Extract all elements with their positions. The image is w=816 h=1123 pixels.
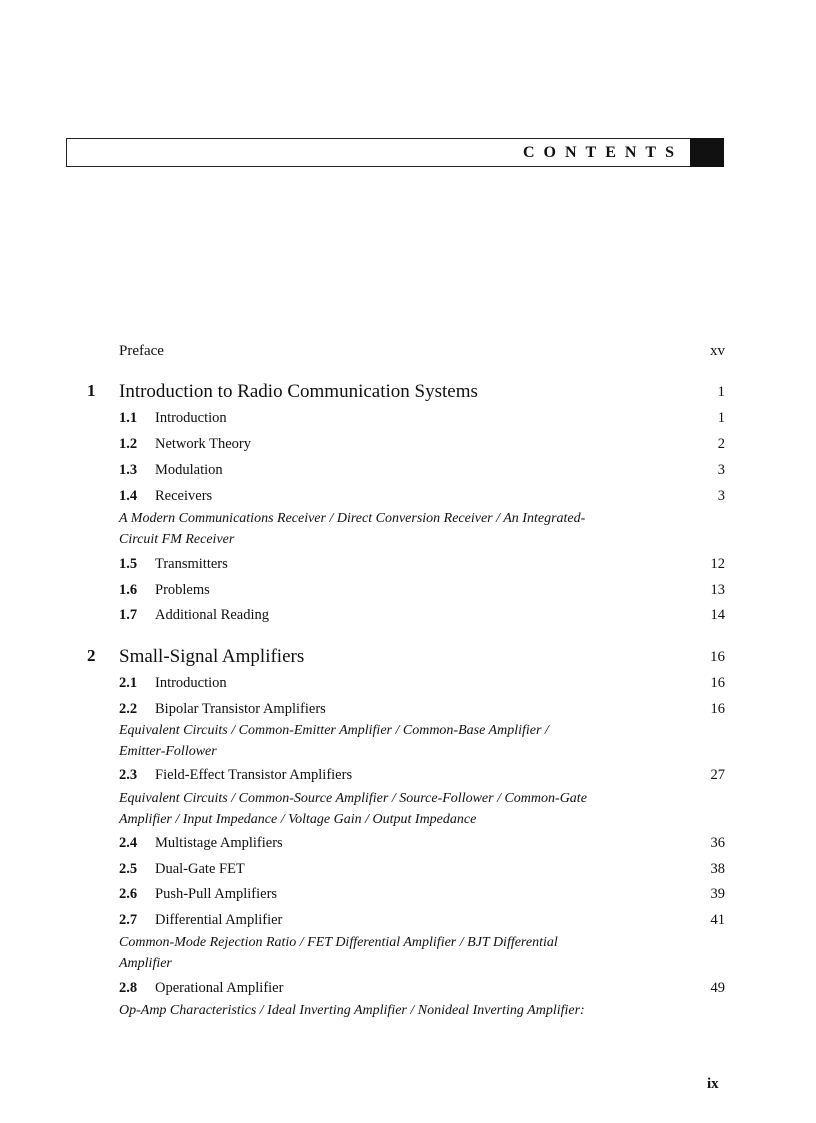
toc-chapter-2[interactable] — [87, 646, 725, 670]
toc-section[interactable] — [119, 675, 725, 699]
contents-title: CONTENTS — [522, 144, 683, 161]
toc-section[interactable] — [119, 861, 725, 885]
subtopic-line: A Modern Communications Receiver / Direct Conversion Receiver / An Integrated- — [119, 511, 586, 526]
section-title: Network Theory — [155, 436, 251, 452]
section-number: 1.2 — [119, 436, 138, 452]
section-page: 41 — [710, 912, 725, 928]
section-title: Introduction — [155, 410, 227, 426]
section-number: 1.5 — [119, 556, 138, 572]
entry-title: Preface — [119, 343, 164, 359]
section-number: 2.7 — [119, 912, 138, 928]
toc-section[interactable] — [119, 607, 725, 631]
page-number: ix — [707, 1076, 719, 1092]
section-number: 2.1 — [119, 675, 138, 691]
header-decorative-block — [690, 138, 724, 167]
section-title: Additional Reading — [155, 607, 269, 623]
subtopic-line: Op-Amp Characteristics / Ideal Inverting Amplifier / Nonideal Inverting Amplifier: — [119, 1003, 585, 1018]
section-title: Differential Amplifier — [155, 912, 283, 928]
section-title: Transmitters — [155, 556, 228, 572]
section-page: 49 — [710, 980, 725, 996]
section-page: 12 — [710, 556, 725, 572]
chapter-number: 1 — [87, 381, 96, 400]
section-number: 1.1 — [119, 410, 138, 426]
section-number: 1.6 — [119, 582, 138, 598]
section-title: Receivers — [155, 488, 213, 504]
section-page: 16 — [710, 675, 725, 691]
subtopic-line: Common-Mode Rejection Ratio / FET Differential Amplifier / BJT Differential — [119, 935, 558, 950]
section-page: 27 — [710, 767, 725, 783]
section-title: Multistage Amplifiers — [155, 835, 283, 851]
subtopic-list — [119, 932, 719, 974]
section-number: 2.3 — [119, 767, 138, 783]
section-title: Push-Pull Amplifiers — [155, 886, 278, 902]
toc-section[interactable] — [119, 886, 725, 910]
toc-section[interactable] — [119, 582, 725, 606]
subtopic-list — [119, 788, 719, 830]
section-number: 1.3 — [119, 462, 138, 478]
section-page: 13 — [710, 582, 725, 598]
section-title: Introduction — [155, 675, 227, 691]
toc-section[interactable] — [119, 462, 725, 486]
subtopic-line: Emitter-Follower — [119, 744, 217, 759]
section-title: Dual-Gate FET — [155, 861, 245, 877]
section-number: 2.8 — [119, 980, 138, 996]
section-number: 2.6 — [119, 886, 138, 902]
toc-section[interactable] — [119, 835, 725, 859]
toc-section[interactable] — [119, 556, 725, 580]
chapter-page: 16 — [710, 649, 725, 665]
entry-page: xv — [710, 343, 725, 359]
chapter-title: Introduction to Radio Communication Systems — [119, 381, 478, 402]
toc-section[interactable] — [119, 436, 725, 460]
chapter-title: Small-Signal Amplifiers — [119, 646, 305, 667]
section-page: 3 — [717, 462, 725, 478]
section-title: Field-Effect Transistor Amplifiers — [155, 767, 353, 783]
subtopic-line: Equivalent Circuits / Common-Source Amplifier / Source-Follower / Common-Gate — [119, 791, 587, 806]
contents-header — [66, 138, 724, 167]
section-page: 3 — [717, 488, 725, 504]
toc-chapter-1[interactable] — [87, 381, 725, 405]
section-page: 1 — [717, 410, 725, 426]
section-number: 2.4 — [119, 835, 138, 851]
section-page: 36 — [710, 835, 725, 851]
section-title: Modulation — [155, 462, 223, 478]
section-title: Problems — [155, 582, 210, 598]
subtopic-line: Amplifier / Input Impedance / Voltage Gain / Output Impedance — [119, 812, 477, 827]
subtopic-list — [119, 720, 719, 762]
toc-entry-preface[interactable] — [119, 343, 725, 367]
section-number: 2.5 — [119, 861, 138, 877]
subtopic-list — [119, 508, 719, 550]
section-number: 1.4 — [119, 488, 138, 504]
chapter-number: 2 — [87, 646, 96, 665]
section-page: 14 — [710, 607, 725, 623]
section-page: 2 — [717, 436, 725, 452]
subtopic-line: Amplifier — [119, 956, 172, 971]
subtopic-list — [119, 1000, 719, 1021]
section-number: 1.7 — [119, 607, 138, 623]
subtopic-line: Circuit FM Receiver — [119, 532, 235, 547]
section-page: 38 — [710, 861, 725, 877]
chapter-page: 1 — [717, 384, 725, 400]
subtopic-line: Equivalent Circuits / Common-Emitter Amplifier / Common-Base Amplifier / — [119, 723, 549, 738]
section-page: 16 — [710, 701, 725, 717]
toc-section[interactable] — [119, 410, 725, 434]
section-number: 2.2 — [119, 701, 138, 717]
section-title: Operational Amplifier — [155, 980, 284, 996]
section-page: 39 — [710, 886, 725, 902]
section-title: Bipolar Transistor Amplifiers — [155, 701, 326, 717]
